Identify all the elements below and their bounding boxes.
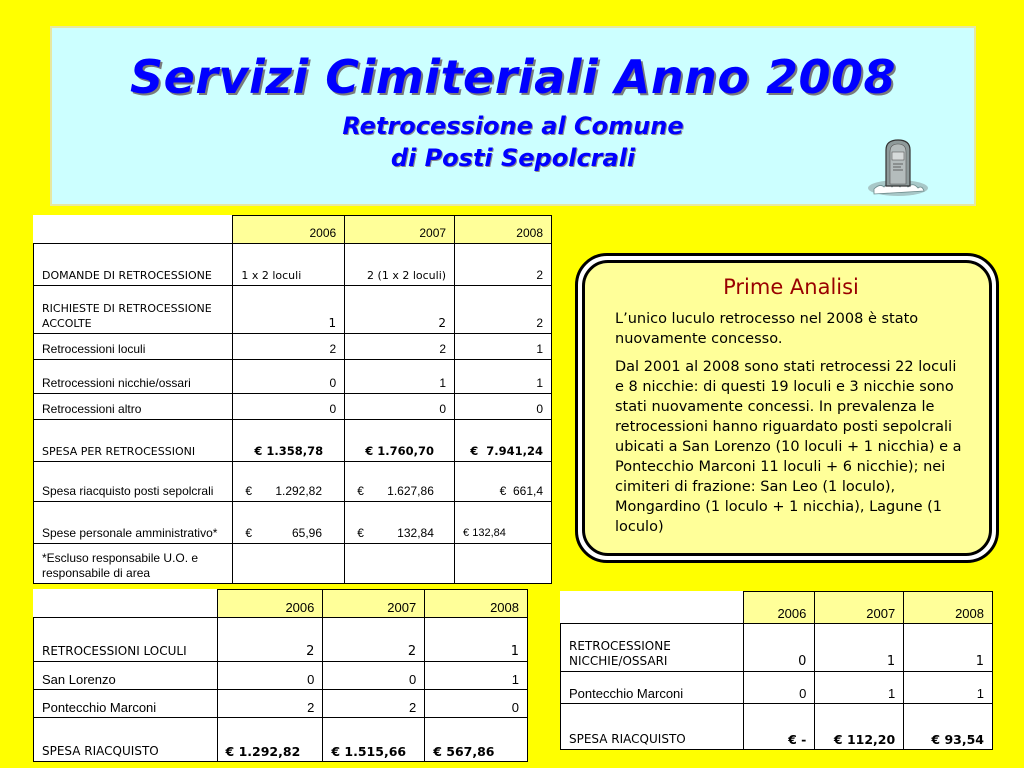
row-label: RICHIESTE DI RETROCESSIONE ACCOLTE — [34, 286, 233, 334]
cell-2007: 2 — [323, 618, 425, 662]
table-row — [34, 718, 528, 762]
cell-2006 — [233, 502, 345, 544]
panel-paragraph: L’unico luculo retrocesso nel 2008 è stato nuovamente concesso. — [615, 311, 919, 347]
table-row — [561, 624, 993, 672]
cell-2008: 2 — [455, 286, 552, 334]
retrocessione-nicchie-table — [560, 591, 993, 750]
cell-2007-value: 132,84 — [397, 526, 434, 540]
table-row — [34, 420, 552, 462]
cell-2007: 1 — [815, 672, 904, 704]
table-row — [34, 462, 552, 502]
year-header: 2008 — [904, 592, 993, 624]
cell-2008 — [455, 544, 552, 584]
table-header-row — [34, 216, 552, 244]
cell-2007: € 1.760,70 — [345, 420, 455, 462]
cell-2006: € 1.358,78 — [233, 420, 345, 462]
gravestone-icon — [866, 136, 930, 198]
cell-2007: € 112,20 — [815, 704, 904, 750]
cell-2006 — [233, 462, 345, 502]
cell-2007: € 1.515,66 — [323, 718, 425, 762]
euro-symbol: € — [357, 484, 364, 498]
cell-2007: 0 — [323, 662, 425, 690]
year-header: 2006 — [743, 592, 815, 624]
row-label: RETROCESSIONE NICCHIE/OSSARI — [561, 624, 744, 672]
cell-2006: 0 — [743, 672, 815, 704]
cell-2008: 1 — [455, 360, 552, 394]
table-row — [561, 672, 993, 704]
panel-title: Prime Analisi — [723, 275, 859, 299]
cell-2006-value: 65,96 — [292, 526, 323, 540]
cell-2007: 2 (1 x 2 loculi) — [345, 244, 455, 286]
row-label: SPESA RIACQUISTO — [34, 718, 218, 762]
cell-2007 — [345, 544, 455, 584]
cell-2006: € - — [743, 704, 815, 750]
retrocessioni-summary-table — [33, 215, 552, 584]
cell-2006: 0 — [233, 394, 345, 420]
year-header: 2008 — [425, 590, 528, 618]
page-title: Servizi Cimiteriali Anno 2008 — [129, 50, 897, 104]
table-row — [34, 618, 528, 662]
row-label: San Lorenzo — [34, 662, 218, 690]
cell-2008: 1 — [904, 624, 993, 672]
row-label: Retrocessioni nicchie/ossari — [34, 360, 233, 394]
panel-paragraph: Dal 2001 al 2008 sono stati retrocessi 22 loculi e 8 nicchie: di questi 19 loculi e 3 nicchie sono stati nuovamente concessi. In prevalenza le retrocessioni hanno riguardato posti sepolcrali ubicati a San Lorenzo (10 loculi + 1 nicchia) e a Pontecchio Marconi 11 loculi + 6 nicchie); nei cimiteri di frazione: San Leo (1 loculo), Mongardino (1 loculo + 1 nicchia), Lagune (1 loculo) — [615, 359, 962, 535]
cell-2007: 2 — [345, 286, 455, 334]
cell-2007-value: 1.627,86 — [387, 484, 434, 498]
page-subtitle-line1: Retrocessione al Comune — [342, 112, 684, 140]
table-header-row — [34, 590, 528, 618]
footnote: *Escluso responsabile U.O. e responsabile di area — [34, 544, 233, 584]
retrocessioni-loculi-table — [33, 589, 528, 762]
cell-2006-value: 1.292,82 — [275, 484, 323, 498]
table-header-row — [561, 592, 993, 624]
cell-2008: € 132,84 — [455, 502, 552, 544]
cell-2008: 1 — [904, 672, 993, 704]
cell-2006: 2 — [217, 690, 323, 718]
cell-2006: 0 — [743, 624, 815, 672]
cell-2007 — [345, 502, 455, 544]
cell-2008: 2 — [455, 244, 552, 286]
table-row — [34, 394, 552, 420]
cell-2007: 0 — [345, 394, 455, 420]
table-row — [34, 360, 552, 394]
euro-symbol: € — [245, 484, 253, 498]
table-row — [34, 334, 552, 360]
cell-2008: 1 — [425, 618, 528, 662]
cell-2006: 1 — [233, 286, 345, 334]
table-row — [561, 704, 993, 750]
row-label: DOMANDE DI RETROCESSIONE — [34, 244, 233, 286]
cell-2006: 0 — [217, 662, 323, 690]
year-header: 2006 — [233, 216, 345, 244]
euro-symbol: € — [245, 526, 253, 540]
header-blank-cell — [561, 592, 744, 624]
euro-symbol: € — [357, 526, 364, 540]
analysis-panel-inner — [582, 260, 992, 556]
cell-2007: 2 — [345, 334, 455, 360]
header-blank-cell — [34, 590, 218, 618]
cell-2007 — [345, 462, 455, 502]
year-header: 2008 — [455, 216, 552, 244]
cell-2006: 1 x 2 loculi — [233, 244, 345, 286]
cell-2007: 1 — [345, 360, 455, 394]
table-row — [34, 286, 552, 334]
page-subtitle-line2: di Posti Sepolcrali — [390, 144, 636, 172]
cell-2007: 1 — [815, 624, 904, 672]
table-row — [34, 502, 552, 544]
table-row — [34, 662, 528, 690]
cell-2006: € 1.292,82 — [217, 718, 323, 762]
row-label: Pontecchio Marconi — [34, 690, 218, 718]
table-row — [34, 244, 552, 286]
row-label: Pontecchio Marconi — [561, 672, 744, 704]
row-label: SPESA PER RETROCESSIONI — [34, 420, 233, 462]
cell-2008: 1 — [425, 662, 528, 690]
year-header: 2007 — [323, 590, 425, 618]
cell-2006 — [233, 544, 345, 584]
cell-2008: 0 — [425, 690, 528, 718]
analysis-panel — [575, 253, 999, 563]
cell-2008: € 7.941,24 — [455, 420, 552, 462]
cell-2006: 2 — [217, 618, 323, 662]
row-label: Spesa riacquisto posti sepolcrali — [34, 462, 233, 502]
row-label: Retrocessioni altro — [34, 394, 233, 420]
row-label: Spese personale amministrativo* — [34, 502, 233, 544]
cell-2008: 0 — [455, 394, 552, 420]
cell-2006: 2 — [233, 334, 345, 360]
cell-2008: € 93,54 — [904, 704, 993, 750]
year-header: 2006 — [217, 590, 323, 618]
title-banner — [50, 26, 976, 206]
cell-2007: 2 — [323, 690, 425, 718]
table-row — [34, 544, 552, 584]
year-header: 2007 — [815, 592, 904, 624]
row-label: Retrocessioni loculi — [34, 334, 233, 360]
cell-2008: € 661,4 — [455, 462, 552, 502]
cell-2008: 1 — [455, 334, 552, 360]
header-blank-cell — [34, 216, 233, 244]
cell-2006: 0 — [233, 360, 345, 394]
table-row — [34, 690, 528, 718]
row-label: SPESA RIACQUISTO — [561, 704, 744, 750]
cell-2008: € 567,86 — [425, 718, 528, 762]
year-header: 2007 — [345, 216, 455, 244]
row-label: RETROCESSIONI LOCULI — [34, 618, 218, 662]
